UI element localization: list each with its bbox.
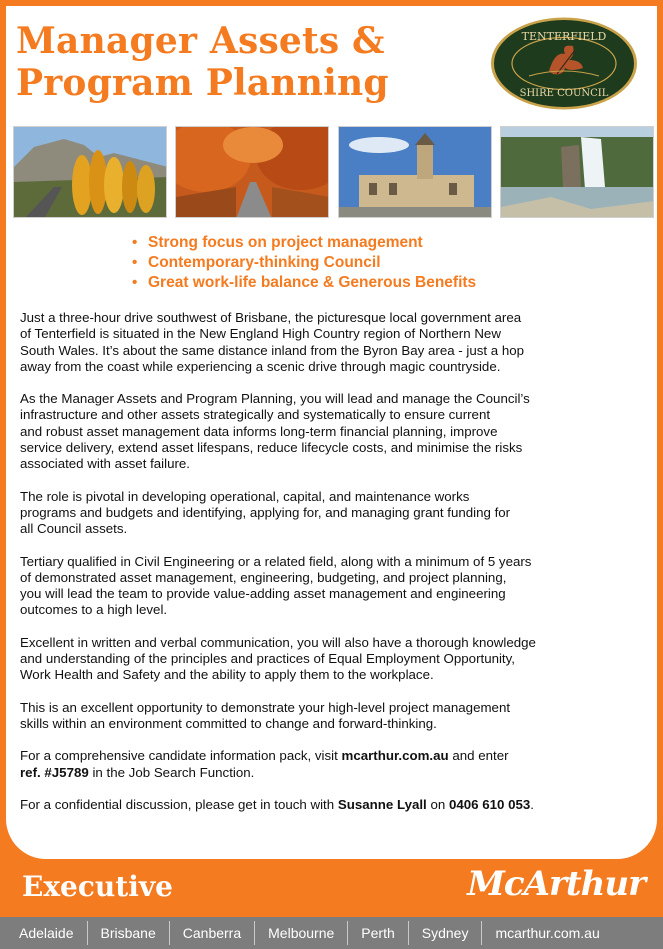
highlight-text: Great work-life balance & Generous Benefits (148, 274, 477, 291)
page-title (16, 20, 476, 104)
logo-bottom-text: SHIRE COUNCIL (519, 88, 609, 99)
text-line: This is an excellent opportunity to demonstrate your high-level project management (20, 699, 511, 715)
highlight-text: Strong focus on project management (148, 234, 423, 251)
text-span: on (426, 796, 449, 812)
executive-label: Executive (22, 870, 173, 903)
text-span: . (530, 796, 534, 812)
contact-phone[interactable]: 0406 610 053 (448, 796, 531, 812)
text-line: all Council assets. (20, 521, 128, 537)
title-line-1: Manager Assets & (16, 20, 385, 62)
advertisement-card (6, 6, 657, 859)
text-span: and enter (448, 748, 509, 764)
text-line: The role is pivotal in developing operational, capital, and maintenance works (20, 488, 470, 504)
paragraph-intro (20, 310, 650, 375)
bullet-icon: • (132, 274, 138, 291)
city-adelaide: Adelaide (0, 921, 88, 945)
logo-top-text: TENTERFIELD (521, 30, 607, 43)
paragraph-role (20, 391, 650, 472)
paragraph-contact (20, 797, 650, 813)
photo-historic-building (338, 126, 492, 218)
highlight-item (132, 233, 476, 253)
text-span: For a comprehensive candidate information pack, visit (20, 748, 342, 764)
paragraph-communication (20, 635, 650, 684)
photo-waterfall (500, 126, 654, 218)
paragraph-opportunity (20, 700, 650, 733)
text-line: South Wales. It’s about the same distance inland from the Byron Bay area - just a hop (20, 342, 525, 358)
text-line: skills within an environment committed to change and forward-thinking. (20, 715, 437, 731)
text-line: of demonstrated asset management, engineering, budgeting, and project planning, (20, 569, 507, 585)
text-line: As the Manager Assets and Program Planning, you will lead and manage the Council’s (20, 391, 530, 407)
photo-autumn-avenue (175, 126, 329, 218)
paragraph-qualifications (20, 554, 650, 619)
city-sydney: Sydney (409, 921, 483, 945)
text-line: associated with asset failure. (20, 456, 190, 472)
text-span: in the Job Search Function. (88, 764, 255, 780)
bullet-icon: • (132, 234, 138, 251)
text-line: Excellent in written and verbal communication, you will also have a thorough knowledge (20, 634, 536, 650)
contact-name: Susanne Lyall (337, 796, 427, 812)
highlight-item (132, 253, 476, 273)
text-line: of Tenterfield is situated in the New England High Country region of Northern New (20, 326, 501, 342)
highlight-text: Contemporary-thinking Council (148, 254, 381, 271)
text-line: service delivery, extend asset lifespans, reduce lifecycle costs, and minimise the risks (20, 440, 523, 456)
text-line: Work Health and Safety and the ability to apply them to the workplace. (20, 667, 434, 683)
text-line: Tertiary qualified in Civil Engineering or a related field, along with a minimum of 5 years (20, 553, 532, 569)
text-line: outcomes to a high level. (20, 602, 168, 618)
highlights-list (132, 233, 476, 293)
paragraph-apply (20, 748, 650, 781)
text-line: programs and budgets and identifying, applying for, and managing grant funding for (20, 504, 511, 520)
city-canberra: Canberra (170, 921, 255, 945)
photo-strip (13, 126, 653, 218)
body-text (20, 310, 650, 829)
office-locations-bar (0, 917, 663, 949)
bullet-icon: • (132, 254, 138, 271)
paragraph-pivotal (20, 489, 650, 538)
text-span: For a confidential discussion, please get in touch with (20, 796, 338, 812)
text-line: infrastructure and other assets strategically and systematically to ensure current (20, 407, 491, 423)
city-perth: Perth (348, 921, 408, 945)
text-line: and understanding of the principles and practices of Equal Employment Opportunity, (20, 651, 515, 667)
mcarthur-logo: McArthur (467, 864, 645, 904)
highlight-item (132, 273, 476, 293)
website-link[interactable]: mcarthur.com.au (341, 748, 449, 764)
website-footer-link[interactable]: mcarthur.com.au (495, 925, 600, 941)
city-melbourne: Melbourne (255, 921, 348, 945)
photo-mountain-poplars (13, 126, 167, 218)
title-line-2: Program Planning (16, 62, 389, 104)
text-line: Just a three-hour drive southwest of Brisbane, the picturesque local government area (20, 310, 522, 325)
text-line: away from the coast while experiencing a scenic drive through magic countryside. (20, 358, 501, 374)
tenterfield-logo (489, 16, 639, 111)
text-line: and robust asset management data informs long-term financial planning, improve (20, 423, 498, 439)
job-reference: ref. #J5789 (20, 764, 89, 780)
text-line: you will lead the team to provide value-adding asset management and engineering (20, 586, 506, 602)
city-brisbane: Brisbane (88, 921, 170, 945)
